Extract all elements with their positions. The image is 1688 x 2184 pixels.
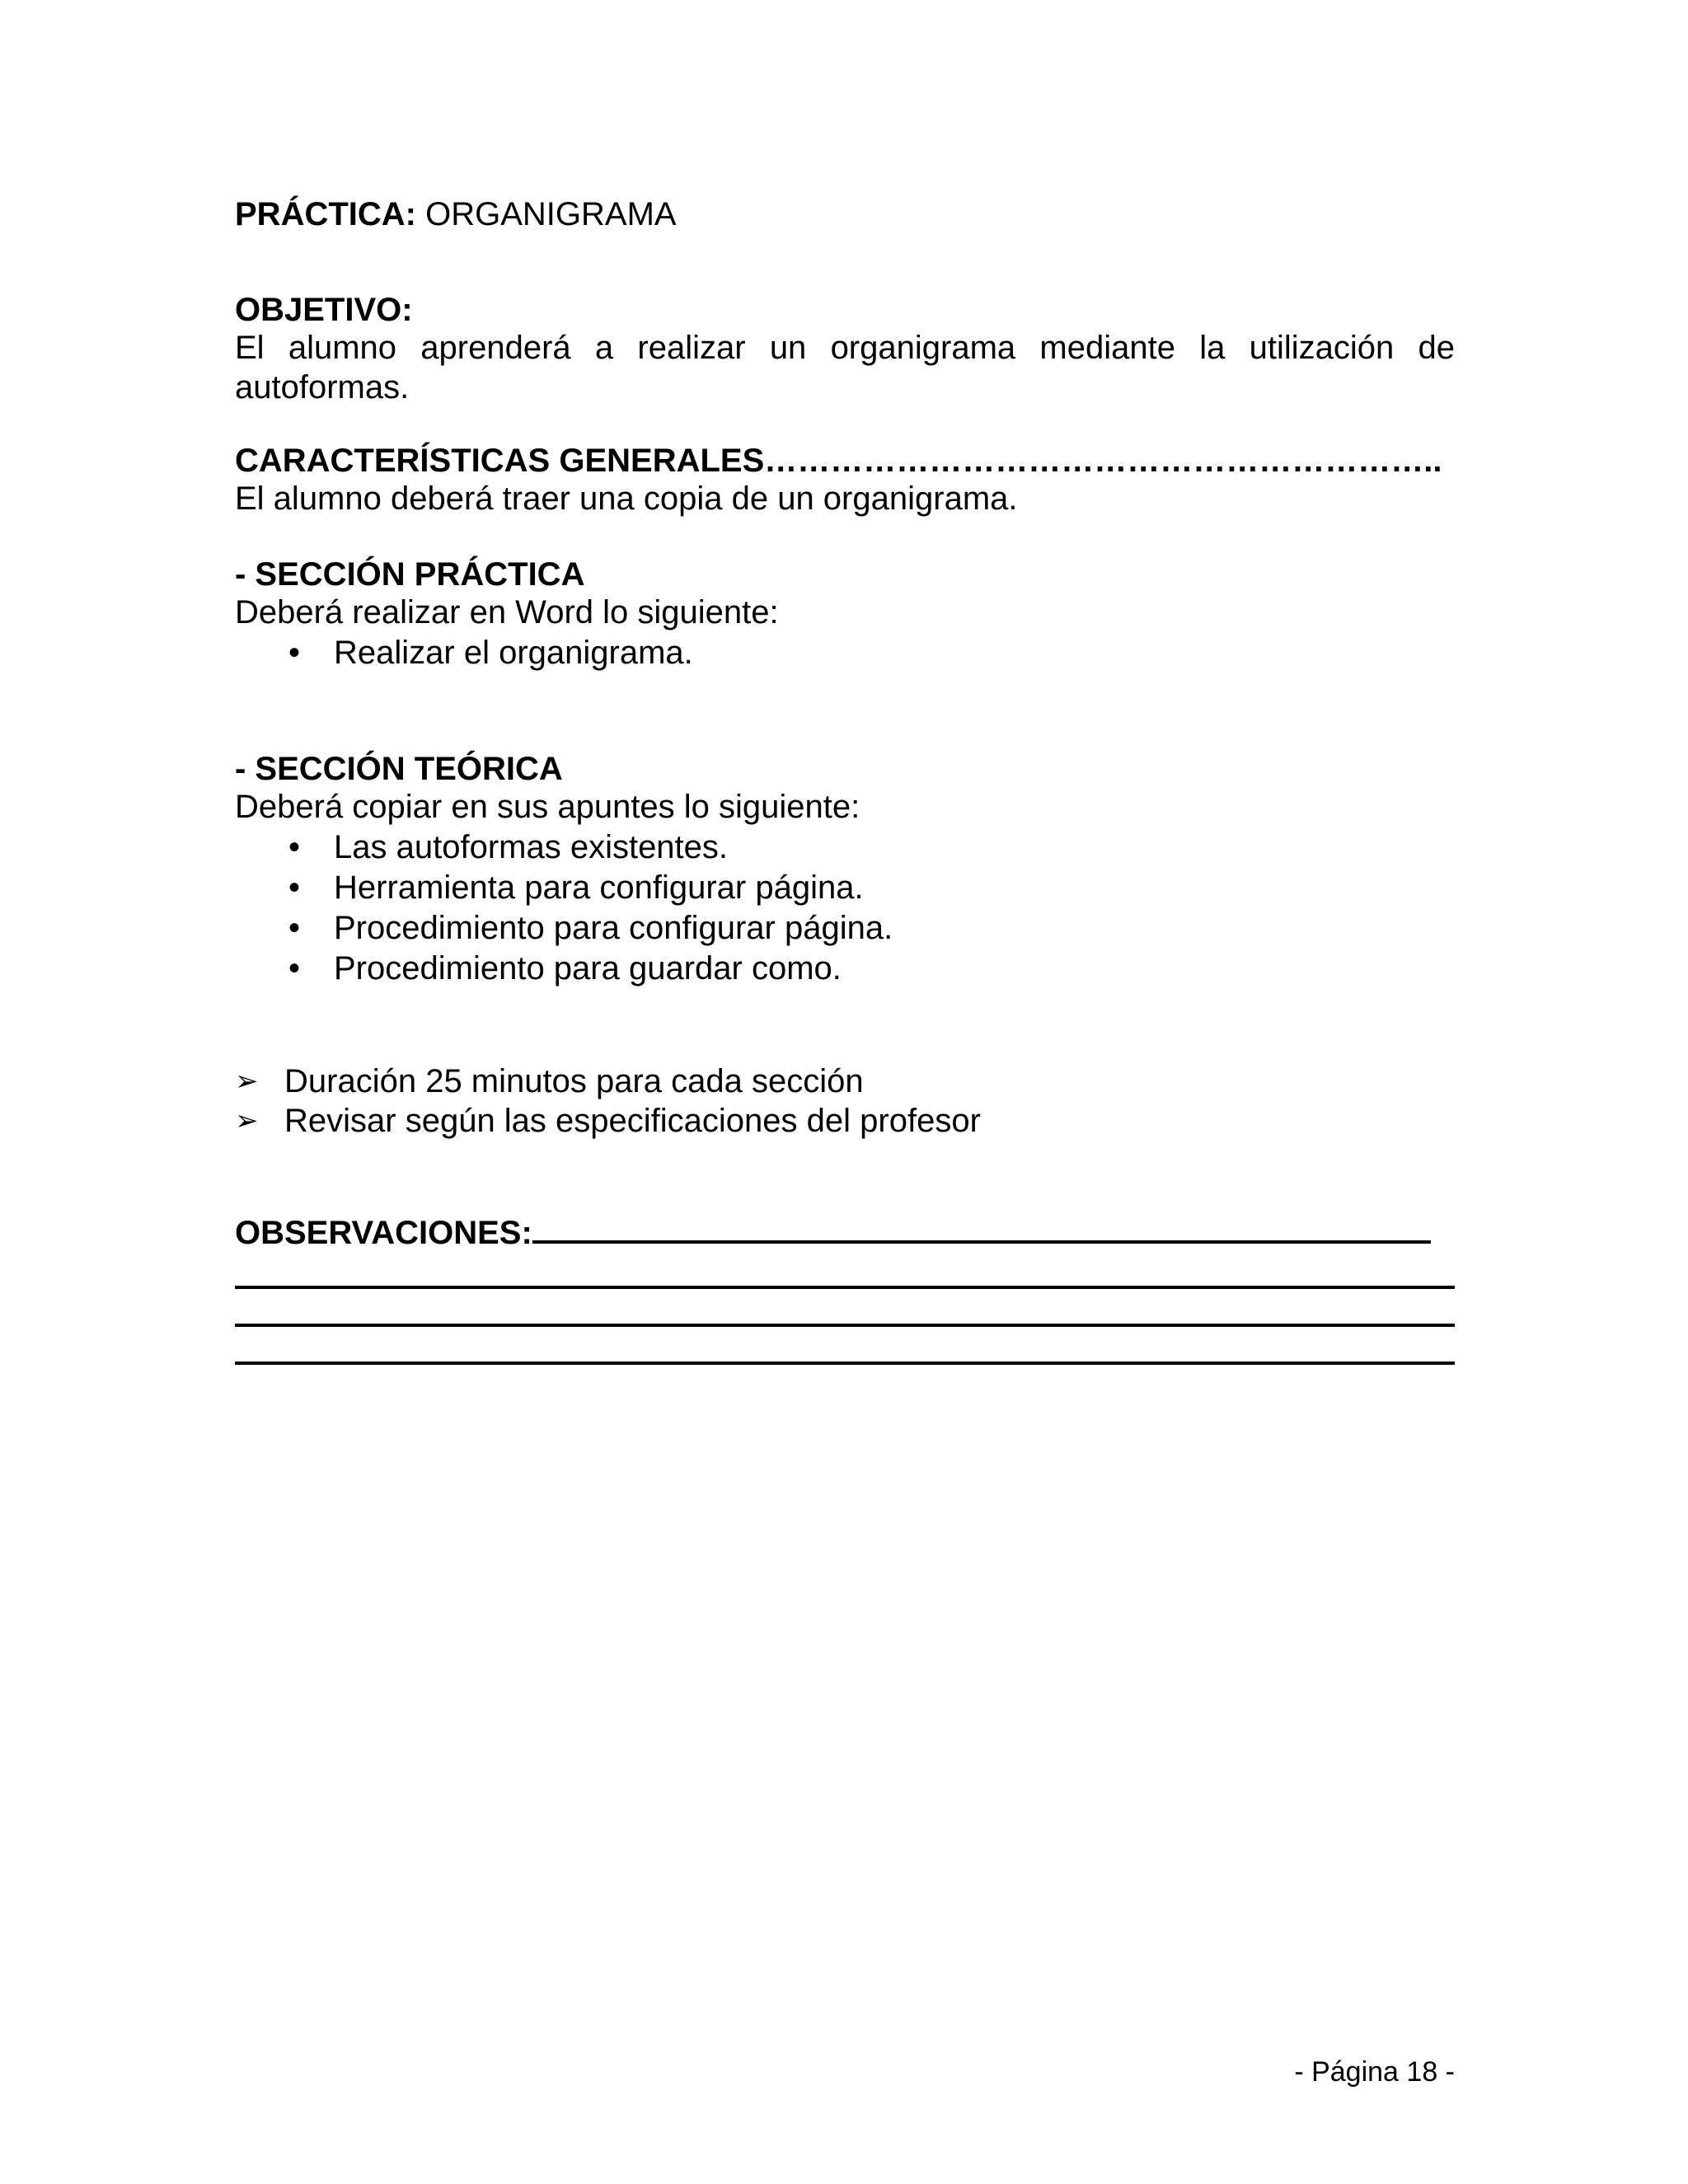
objetivo-text: El alumno aprenderá a realizar un organigrama mediante la utilización de autoformas.: [235, 330, 1455, 405]
seccion-teorica-intro: Deberá copiar en sus apuntes lo siguiente:: [235, 789, 860, 825]
list-item: [235, 1101, 1455, 1141]
observaciones-line: [235, 1213, 1455, 1253]
seccion-teorica-heading: - SECCIÓN TEÓRICA: [235, 751, 563, 787]
list-item: [235, 633, 1455, 673]
bullet-icon: •: [288, 635, 300, 671]
arrow-bullet-icon: ➢: [235, 1105, 259, 1137]
list-item-text: Realizar el organigrama.: [334, 635, 693, 671]
page-number: - Página 18 -: [1294, 2056, 1455, 2088]
document-page: [235, 0, 1455, 2184]
objetivo-heading: OBJETIVO:: [235, 292, 413, 328]
bullet-icon: •: [288, 869, 300, 906]
observaciones-rule: [235, 1361, 1455, 1365]
notes-list: [235, 1062, 1455, 1141]
seccion-practica-heading: - SECCIÓN PRÁCTICA: [235, 556, 585, 593]
caracteristicas-text: El alumno deberá traer una copia de un organigrama.: [235, 480, 1018, 517]
list-item: [235, 827, 1455, 868]
bullet-icon: •: [288, 829, 300, 865]
list-item: [235, 868, 1455, 908]
observaciones-rule: [235, 1324, 1455, 1327]
seccion-practica-intro: Deberá realizar en Word lo siguiente:: [235, 594, 779, 630]
list-item: [235, 908, 1455, 949]
seccion-teorica-list: [235, 827, 1455, 989]
caracteristicas-heading: CARACTERÍSTICAS GENERALES……………………………………………………..: [235, 443, 1442, 479]
seccion-practica-list: [235, 633, 1455, 673]
list-item-text: Herramienta para configurar página.: [334, 869, 864, 906]
observaciones-label: OBSERVACIONES:: [235, 1215, 532, 1251]
arrow-bullet-icon: ➢: [235, 1066, 259, 1097]
note-text: Duración 25 minutos para cada sección: [284, 1063, 864, 1099]
practica-value: ORGANIGRAMA: [415, 196, 677, 232]
list-item-text: Procedimiento para guardar como.: [334, 950, 842, 987]
bullet-icon: •: [288, 950, 300, 987]
list-item: [235, 949, 1455, 989]
observaciones-rule: [235, 1286, 1455, 1289]
list-item: [235, 1062, 1455, 1101]
bullet-icon: •: [288, 910, 300, 946]
list-item-text: Procedimiento para configurar página.: [334, 910, 893, 946]
practica-line: [235, 194, 1455, 234]
list-item-text: Las autoformas existentes.: [334, 829, 729, 865]
practica-label: PRÁCTICA:: [235, 196, 416, 232]
observaciones-fill-line: [532, 1216, 1431, 1244]
note-text: Revisar según las especificaciones del profesor: [284, 1103, 981, 1139]
